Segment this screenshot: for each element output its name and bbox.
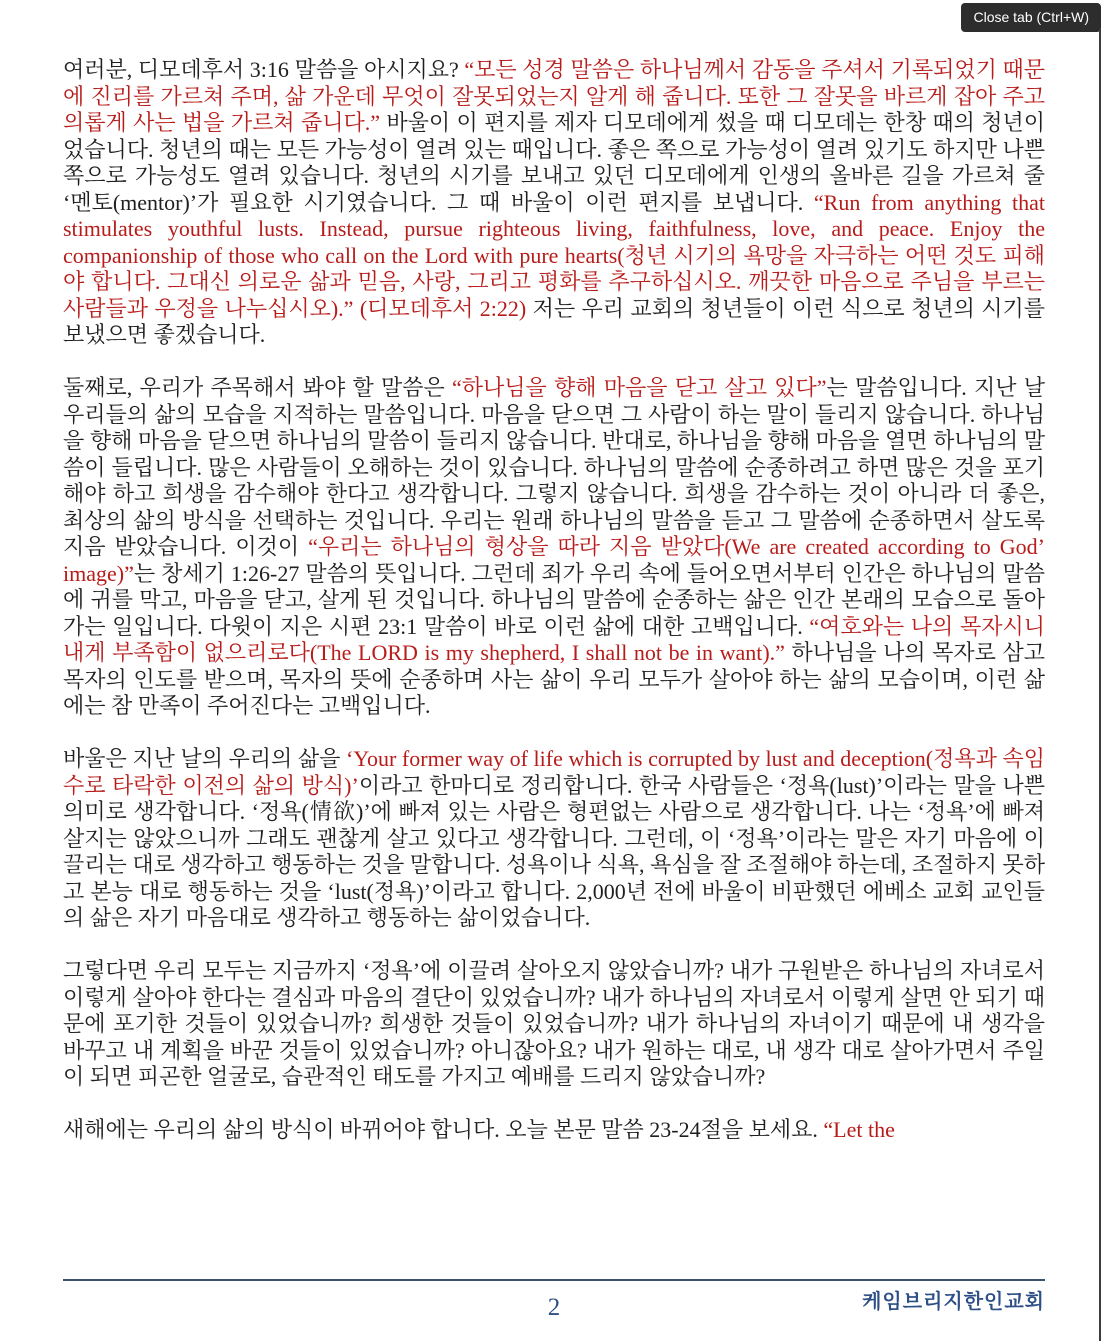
body-text: 는 창세기 1:26-27 말씀의 뜻입니다. 그런데 죄가 우리 속에 들어오면서부터 인간은 하나님의 말씀에 귀를 막고, 마음을 닫고, 살게 된 것입니다. 하나님의 말씀에 순종하는 삶은 인간 본래의 모습으로 돌아가는 일입니다. 다윗이 지은 시편 23:1 말씀이 바로 이런 삶에 대한 고백입니다. (63, 560, 1045, 639)
paragraph (63, 958, 1045, 1091)
scripture-quote: “Let the (823, 1117, 895, 1142)
sermon-text (63, 57, 1045, 1170)
scripture-quote: “Run from anything that stimulates youthful lusts. Instead, pursue righteous living, faithfulness, love, and peace. Enjoy the companionship of those who call on the Lord with pure hearts(청년 시기의 욕망을 자극하는 어떤 것도 피해야 합니다. 그대신 의로운 삶과 믿음, 사랑, 그리고 평화를 추구하십시오. 깨끗한 마음으로 주님을 부르는 사람들과 우정을 나누십시오).” (디모데후서 2:22) (63, 189, 1045, 321)
paragraph (63, 375, 1045, 720)
scripture-quote: “여호와는 나의 목자시니 내게 부족함이 없으리로다(The LORD is my shepherd, I shall not be in want).” (63, 613, 1045, 665)
footer-divider (63, 1279, 1045, 1281)
paragraph (63, 1117, 1045, 1144)
body-text: 여러분, 디모데후서 3:16 말씀을 아시지요? (63, 57, 465, 82)
body-text: 바울은 지난 날의 우리의 삶을 (63, 746, 346, 771)
paragraph (63, 57, 1045, 349)
scripture-quote: ‘Your former way of life which is corrupted by lust and deception(정욕과 속임수로 타락한 이전의 삶의 방식)’ (63, 746, 1045, 798)
page-right-border (1099, 29, 1101, 1341)
close-tab-tooltip-label: Close tab (Ctrl+W) (973, 9, 1089, 25)
body-text: 는 말씀입니다. 지난 날 우리들의 삶의 모습을 지적하는 말씀입니다. 마음을 닫으면 그 사람이 하는 말이 들리지 않습니다. 하나님을 향해 마음을 닫으면 하나님의 말씀이 들리지 않습니다. 반대로, 하나님을 향해 마음을 열면 하나님의 말씀이 들립니다. 많은 사람들이 오해하는 것이 있습니다. 하나님의 말씀에 순종하려고 하면 많은 것을 포기해야 하고 희생을 감수해야 한다고 생각합니다. 그렇지 않습니다. 희생을 감수하는 것이 아니라 더 좋은, 최상의 삶의 방식을 선택하는 것입니다. 우리는 원래 하나님의 말씀을 듣고 그 말씀에 순종하면서 살도록 지음 받았습니다. 이것이 (63, 375, 1045, 559)
body-text: 저는 우리 교회의 청년들이 이런 식으로 청년의 시기를 보냈으면 좋겠습니다. (63, 295, 1045, 347)
scripture-quote: “우리는 하나님의 형상을 따라 지음 받았다(We are created according to God’ image)” (63, 534, 1045, 586)
page-number: 2 (547, 1294, 561, 1321)
body-text: 이라고 한마디로 정리합니다. 한국 사람들은 ‘정욕(lust)’이라는 말을 나쁜 의미로 생각합니다. ‘정욕(情欲)’에 빠져 있는 사람은 형편없는 사람으로 생각합니다. 나는 ‘정욕’에 빠져 살지는 않았으니까 그래도 괜찮게 살고 있다고 생각합니다. 그런데, 이 ‘정욕’이라는 말은 자기 마음에 이끌리는 대로 생각하고 행동하는 것을 말합니다. 성욕이나 식욕, 욕심을 잘 조절해야 하는데, 조절하지 못하고 본능 대로 행동하는 것을 ‘lust(정욕)’이라고 합니다. 2,000년 전에 바울이 비판했던 에베소 교회 교인들의 삶은 자기 마음대로 생각하고 행동하는 삶이었습니다. (63, 772, 1045, 930)
scripture-quote: “하나님을 향해 마음을 닫고 살고 있다” (451, 375, 827, 400)
paragraph (63, 746, 1045, 932)
scripture-quote: “모든 성경 말씀은 하나님께서 감동을 주셔서 기록되었기 때문에 진리를 가르쳐 주며, 삶 가운데 무엇이 잘못되었는지 알게 해 줍니다. 또한 그 잘못을 바르게 잡아 주고 의롭게 사는 법을 가르쳐 줍니다.” (63, 57, 1045, 135)
body-text: 하나님을 나의 목자로 삼고 목자의 인도를 받으며, 목자의 뜻에 순종하며 사는 삶이 우리 모두가 살아야 하는 삶의 모습이며, 이런 삶에는 참 만족이 주어진다는 고백입니다. (63, 640, 1045, 718)
body-text: 바울이 이 편지를 제자 디모데에게 썼을 때 디모데는 한창 때의 청년이었습니다. 청년의 때는 모든 가능성이 열려 있는 때입니다. 좋은 쪽으로 가능성이 열려 있기도 하지만 나쁜 쪽으로 가능성도 열려 있습니다. 청년의 시기를 보내고 있던 디모데에게 인생의 올바른 길을 가르쳐 줄 ‘멘토(mentor)’가 필요한 시기였습니다. 그 때 바울이 이런 편지를 보냅니다. (63, 110, 1045, 215)
body-text: 둘째로, 우리가 주목해서 봐야 할 말씀은 (63, 375, 452, 400)
body-text: 그렇다면 우리 모두는 지금까지 ‘정욕’에 이끌려 살아오지 않았습니까? 내가 구원받은 하나님의 자녀로서 이렇게 살아야 한다는 결심과 마음의 결단이 있었습니까? 내가 하나님의 자녀로서 이렇게 살면 안 되기 때문에 포기한 것들이 있었습니까? 희생한 것들이 있었습니까? 내가 하나님의 자녀이기 때문에 내 생각을 바꾸고 내 계획을 바꾼 것들이 있었습니까? 아니잖아요? 내가 원하는 대로, 내 생각 대로 살아가면서 주일이 되면 피곤한 얼굴로, 습관적인 태도를 가지고 예배를 드리지 않았습니까? (63, 958, 1045, 1089)
close-tab-tooltip (961, 3, 1101, 32)
church-name: 케임브리지한인교회 (862, 1291, 1045, 1313)
body-text: 새해에는 우리의 삶의 방식이 바뀌어야 합니다. 오늘 본문 말씀 23-24절을 보세요. (63, 1117, 824, 1142)
